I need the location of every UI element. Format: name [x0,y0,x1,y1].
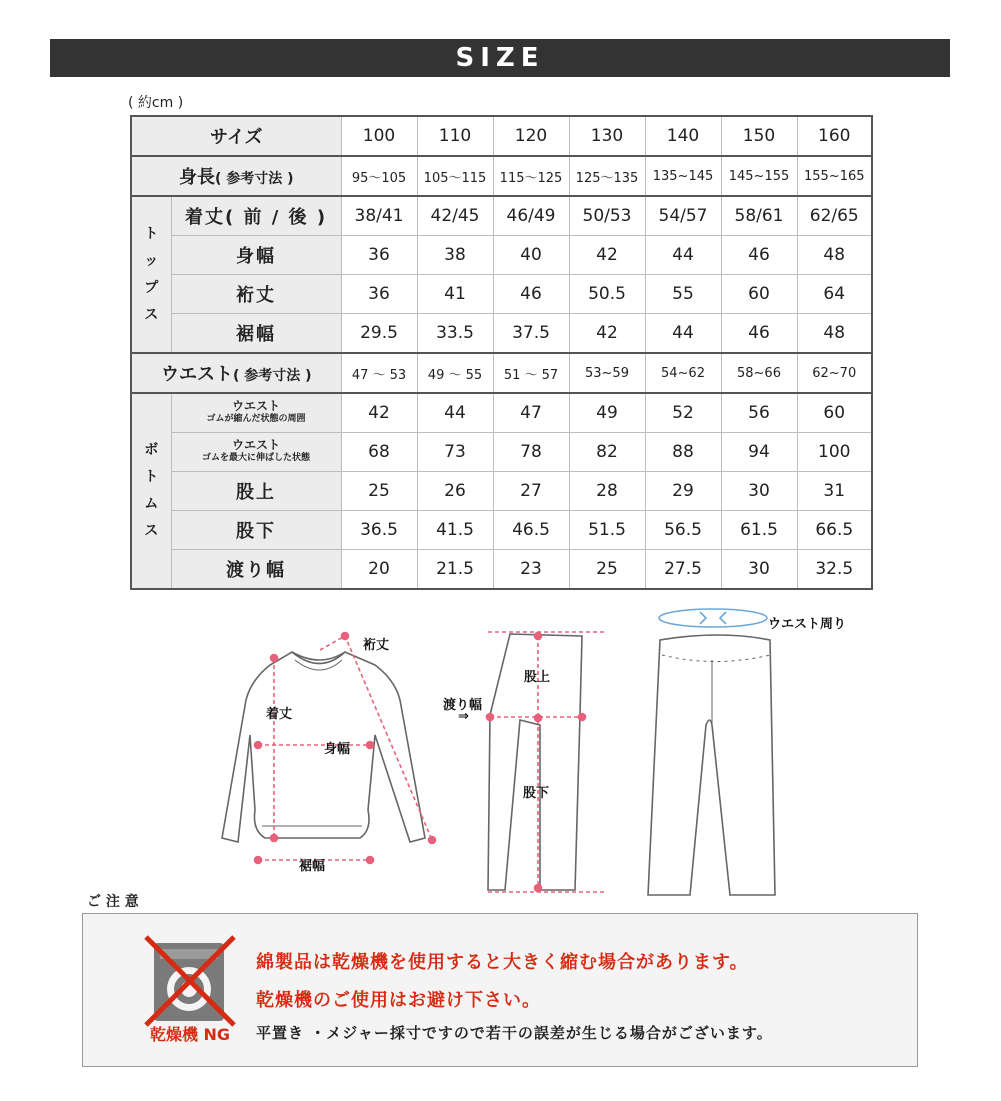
table-cell: 46.5 [493,511,569,550]
inseam-label: 股下 [523,786,550,801]
caution-line-1: 綿製品は乾燥機を使用すると大きく縮む場合があります。 [256,952,749,973]
table-cell: 37.5 [493,314,569,354]
table-cell: 56.5 [645,511,721,550]
height-label-note: ( 参考寸法 ) [214,171,294,187]
table-cell: 42 [341,393,417,433]
table-cell: 94 [721,433,797,472]
table-cell: 46 [721,314,797,354]
rise-label: 股上 [524,670,551,685]
body-length-label: 着丈 [266,707,293,722]
table-cell: 78 [493,433,569,472]
table-cell: 135~145 [645,156,721,196]
table-cell: 60 [721,275,797,314]
waist-label: ウエスト [160,364,233,385]
caution-label: ご 注 意 [87,894,139,910]
table-cell: 20 [341,550,417,590]
table-cell: 54~62 [645,353,721,393]
thigh-width-label: 渡り幅 [443,698,483,713]
table-cell: 58~66 [721,353,797,393]
table-cell: 40 [493,236,569,275]
table-cell: 100 [797,433,872,472]
table-cell: 46 [721,236,797,275]
table-cell: 46/49 [493,196,569,236]
table-cell: 48 [797,314,872,354]
table-cell: 41 [417,275,493,314]
table-cell: 68 [341,433,417,472]
table-cell: 60 [797,393,872,433]
row-label: 身幅 [171,236,341,275]
table-cell: 54/57 [645,196,721,236]
row-label: 裾幅 [171,314,341,354]
table-cell: 51 〜 57 [493,353,569,393]
table-cell: 64 [797,275,872,314]
table-cell: 55 [645,275,721,314]
size-header-label: サイズ [131,116,341,156]
table-cell: 53~59 [569,353,645,393]
size-cell: 120 [493,116,569,156]
row-label: 渡り幅 [171,550,341,590]
table-cell: 44 [645,314,721,354]
table-cell: 27.5 [645,550,721,590]
row-label: 股下 [171,511,341,550]
table-cell: 42 [569,314,645,354]
table-cell: 36 [341,236,417,275]
height-label: 身長 [178,167,215,188]
row-label: ウエスト ゴムを最大に伸ばした状態 [171,433,341,472]
table-cell: 62/65 [797,196,872,236]
table-cell: 49 〜 55 [417,353,493,393]
table-cell: 49 [569,393,645,433]
table-cell: 82 [569,433,645,472]
table-cell: 58/61 [721,196,797,236]
table-cell: 125〜135 [569,156,645,196]
table-cell: 50.5 [569,275,645,314]
table-cell: 73 [417,433,493,472]
table-cell: 56 [721,393,797,433]
caution-line-3: 平置き ・メジャー採寸ですので若干の誤差が生じる場合がございます。 [256,1024,773,1042]
table-cell: 44 [417,393,493,433]
size-cell: 110 [417,116,493,156]
hem-width-label: 裾幅 [299,859,326,874]
table-cell: 51.5 [569,511,645,550]
table-cell: 88 [645,433,721,472]
caution-line-2: 乾燥機のご使用はお避け下さい。 [256,990,541,1011]
table-cell: 155~165 [797,156,872,196]
table-cell: 52 [645,393,721,433]
row-label: 股上 [171,472,341,511]
dryer-ng-label: 乾燥機 NG [149,1025,231,1044]
size-cell: 150 [721,116,797,156]
table-cell: 44 [645,236,721,275]
table-cell: 50/53 [569,196,645,236]
table-cell: 32.5 [797,550,872,590]
table-cell: 28 [569,472,645,511]
table-cell: 26 [417,472,493,511]
table-cell: 48 [797,236,872,275]
body-width-label: 身幅 [324,742,351,757]
table-cell: 25 [341,472,417,511]
row-label: 裄丈 [171,275,341,314]
size-cell: 140 [645,116,721,156]
size-banner: SIZE [50,39,950,77]
table-cell: 38/41 [341,196,417,236]
waist-around-label: ウエスト周り [768,617,847,632]
table-cell: 29 [645,472,721,511]
table-cell: 38 [417,236,493,275]
table-cell: 29.5 [341,314,417,354]
table-cell: 31 [797,472,872,511]
table-cell: 115〜125 [493,156,569,196]
table-cell: 46 [493,275,569,314]
row-label: 着丈( 前 / 後 ) [171,196,341,236]
table-cell: 30 [721,472,797,511]
size-cell: 100 [341,116,417,156]
table-cell: 27 [493,472,569,511]
row-label: ウエスト ゴムが縮んだ状態の周囲 [171,393,341,433]
table-cell: 47 〜 53 [341,353,417,393]
table-cell: 105〜115 [417,156,493,196]
table-cell: 66.5 [797,511,872,550]
table-cell: 23 [493,550,569,590]
size-cell: 130 [569,116,645,156]
table-cell: 25 [569,550,645,590]
table-cell: 36.5 [341,511,417,550]
bottoms-group-label: ボ ト ム ス [131,393,171,589]
table-cell: 47 [493,393,569,433]
table-cell: 30 [721,550,797,590]
table-cell: 21.5 [417,550,493,590]
thigh-arrow: ⇒ [458,709,469,724]
table-cell: 95〜105 [341,156,417,196]
table-cell: 62~70 [797,353,872,393]
table-cell: 36 [341,275,417,314]
unit-note: ( 約cm ) [128,95,184,111]
waist-circumference-icon [659,609,767,627]
table-cell: 42 [569,236,645,275]
table-cell: 42/45 [417,196,493,236]
size-cell: 160 [797,116,872,156]
waist-label-note: ( 参考寸法 ) [232,368,312,384]
table-cell: 145~155 [721,156,797,196]
tops-group-label: ト ッ プ ス [131,196,171,353]
table-cell: 33.5 [417,314,493,354]
table-cell: 41.5 [417,511,493,550]
pants-front-outline [648,635,775,895]
table-cell: 61.5 [721,511,797,550]
sleeve-length-label: 裄丈 [363,638,390,653]
